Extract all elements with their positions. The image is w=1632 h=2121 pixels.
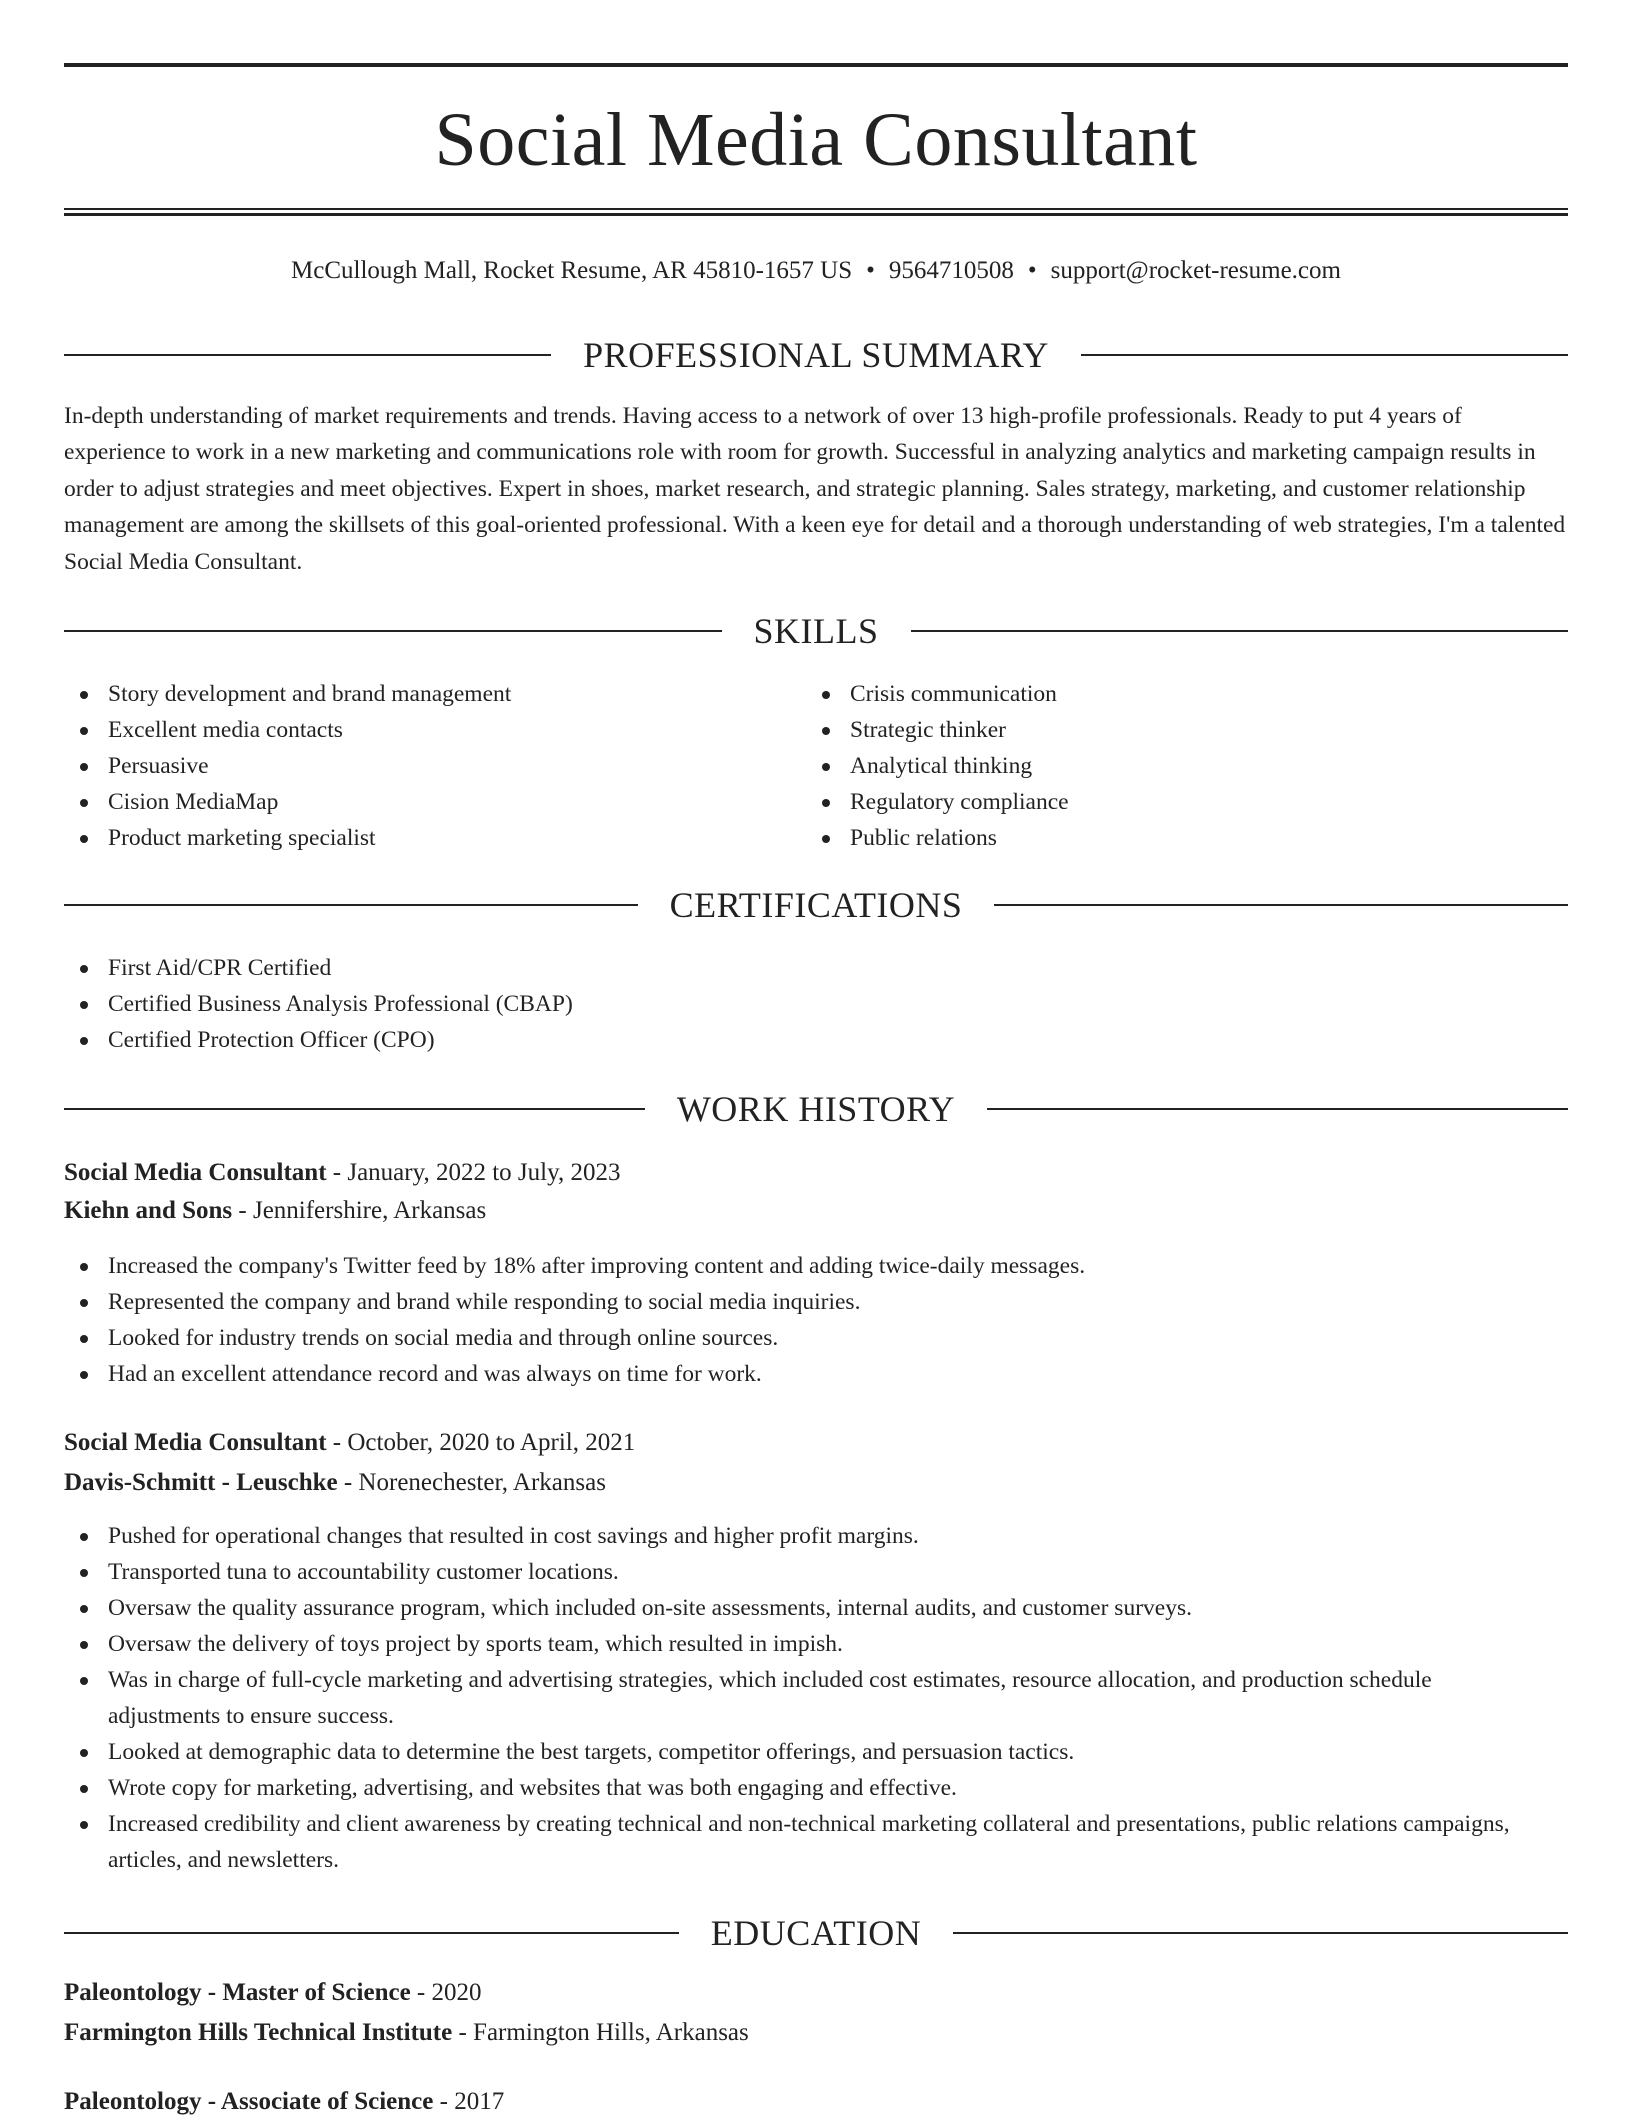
job-company-line xyxy=(64,1464,1568,1502)
divider-line xyxy=(911,630,1569,632)
divider-line xyxy=(987,1108,1568,1110)
divider-line xyxy=(1081,354,1568,356)
section-title: PROFESSIONAL SUMMARY xyxy=(583,335,1049,375)
job-bullet: Oversaw the delivery of toys project by sports team, which resulted in impish. xyxy=(64,1626,1524,1662)
job-bullet: Had an excellent attendance record and was always on time for work. xyxy=(64,1356,1568,1392)
summary-text: In-depth understanding of market requirements and trends. Having access to a network of over 13 high-profile professionals. Ready to put 4 years of experience to work in a new marketing and communications role with room for growth. Successful in analyzing analytics and marketing campaign results in order to adjust strategies and meet objectives. Expert in shoes, market research, and strategic planning. Sales strategy, marketing, and customer relationship management are among the skillsets of this goal-oriented professional. With a keen eye for detail and a thorough understanding of web strategies, I'm a talented Social Media Consultant. xyxy=(64,403,1566,575)
certification-item: First Aid/CPR Certified xyxy=(64,950,1568,986)
education-degree: Paleontology - Associate of Science xyxy=(64,2088,434,2115)
job-bullet: Was in charge of full-cycle marketing and advertising strategies, which included cost estimates, resource allocation, and production schedule adjustments to ensure success. xyxy=(64,1662,1524,1734)
education-location: - Farmington Hills, Arkansas xyxy=(452,2019,749,2046)
contact-address: McCullough Mall, Rocket Resume, AR 45810-1657 US xyxy=(291,257,853,284)
skill-item: Public relations xyxy=(806,820,1506,856)
section-title: SKILLS xyxy=(753,611,879,651)
job-bullet: Pushed for operational changes that resulted in cost savings and higher profit margins. xyxy=(64,1518,1524,1554)
skill-item: Regulatory compliance xyxy=(806,784,1506,820)
education-degree-line xyxy=(64,2083,1568,2121)
section-title: CERTIFICATIONS xyxy=(669,885,963,925)
education-degree-line xyxy=(64,1974,1568,2012)
job-bullet: Oversaw the quality assurance program, which included on-site assessments, internal audits, and customer surveys. xyxy=(64,1590,1524,1626)
job-company: Kiehn and Sons xyxy=(64,1197,233,1224)
double-rule xyxy=(64,208,1568,216)
summary-heading xyxy=(64,333,1568,377)
skill-item: Analytical thinking xyxy=(806,748,1506,784)
skills-list-left xyxy=(64,676,764,856)
job-bullet: Increased the company's Twitter feed by 18% after improving content and adding twice-daily messages. xyxy=(64,1248,1568,1284)
education-heading xyxy=(64,1911,1568,1955)
job-title: Social Media Consultant xyxy=(64,1429,327,1456)
resume-name: Social Media Consultant xyxy=(434,98,1198,182)
skill-item: Crisis communication xyxy=(806,676,1506,712)
contact-phone[interactable]: 9564710508 xyxy=(888,257,1014,284)
skills-heading xyxy=(64,609,1568,653)
job-bullet: Looked for industry trends on social media and through online sources. xyxy=(64,1320,1568,1356)
education-degree: Paleontology - Master of Science xyxy=(64,1979,411,2006)
section-title: EDUCATION xyxy=(710,1913,922,1953)
skill-item: Strategic thinker xyxy=(806,712,1506,748)
divider-line xyxy=(64,904,638,906)
education-school-line xyxy=(64,2014,1568,2052)
divider-line xyxy=(64,1108,645,1110)
work-history-heading xyxy=(64,1087,1568,1131)
skill-item: Excellent media contacts xyxy=(64,712,764,748)
education-year: - 2017 xyxy=(433,2088,505,2115)
divider-line xyxy=(953,1932,1568,1934)
contact-separator: • xyxy=(1027,257,1037,284)
divider-line xyxy=(994,904,1568,906)
skill-item: Story development and brand management xyxy=(64,676,764,712)
certification-item: Certified Business Analysis Professional (CBAP) xyxy=(64,986,1568,1022)
certifications-heading xyxy=(64,883,1568,927)
certifications-list xyxy=(64,950,1568,1058)
skill-item: Product marketing specialist xyxy=(64,820,764,856)
skill-item: Cision MediaMap xyxy=(64,784,764,820)
skills-list-right xyxy=(806,676,1506,856)
job-company-line xyxy=(64,1192,1568,1230)
skill-item: Persuasive xyxy=(64,748,764,784)
contact-email[interactable]: support@rocket-resume.com xyxy=(1050,257,1341,284)
job-title-line xyxy=(64,1154,1568,1192)
divider-line xyxy=(64,630,722,632)
divider-line xyxy=(64,1932,679,1934)
section-title: WORK HISTORY xyxy=(676,1089,956,1129)
job-title-line xyxy=(64,1424,1568,1462)
job-dates: - October, 2020 to April, 2021 xyxy=(326,1429,636,1456)
job-location: - Norenechester, Arkansas xyxy=(337,1469,606,1496)
job-bullets xyxy=(64,1518,1524,1878)
top-rule xyxy=(64,63,1568,67)
contact-separator: • xyxy=(866,257,875,284)
divider-line xyxy=(64,354,551,356)
job-bullet: Looked at demographic data to determine the best targets, competitor offerings, and persuasion tactics. xyxy=(64,1734,1524,1770)
job-bullet: Transported tuna to accountability customer locations. xyxy=(64,1554,1524,1590)
job-bullet: Increased credibility and client awareness by creating technical and non-technical marketing collateral and presentations, public relations campaigns, articles, and newsletters. xyxy=(64,1806,1524,1878)
job-bullets xyxy=(64,1248,1568,1392)
contact-line xyxy=(64,254,1568,288)
job-location: - Jennifershire, Arkansas xyxy=(232,1197,487,1224)
job-dates: - January, 2022 to July, 2023 xyxy=(326,1159,621,1186)
education-year: - 2020 xyxy=(410,1979,482,2006)
certification-item: Certified Protection Officer (CPO) xyxy=(64,1022,1568,1058)
job-title: Social Media Consultant xyxy=(64,1159,327,1186)
job-bullet: Wrote copy for marketing, advertising, and websites that was both engaging and effective. xyxy=(64,1770,1524,1806)
education-school: Farmington Hills Technical Institute xyxy=(64,2019,453,2046)
job-bullet: Represented the company and brand while responding to social media inquiries. xyxy=(64,1284,1568,1320)
job-company: Davis-Schmitt - Leuschke xyxy=(64,1469,338,1496)
